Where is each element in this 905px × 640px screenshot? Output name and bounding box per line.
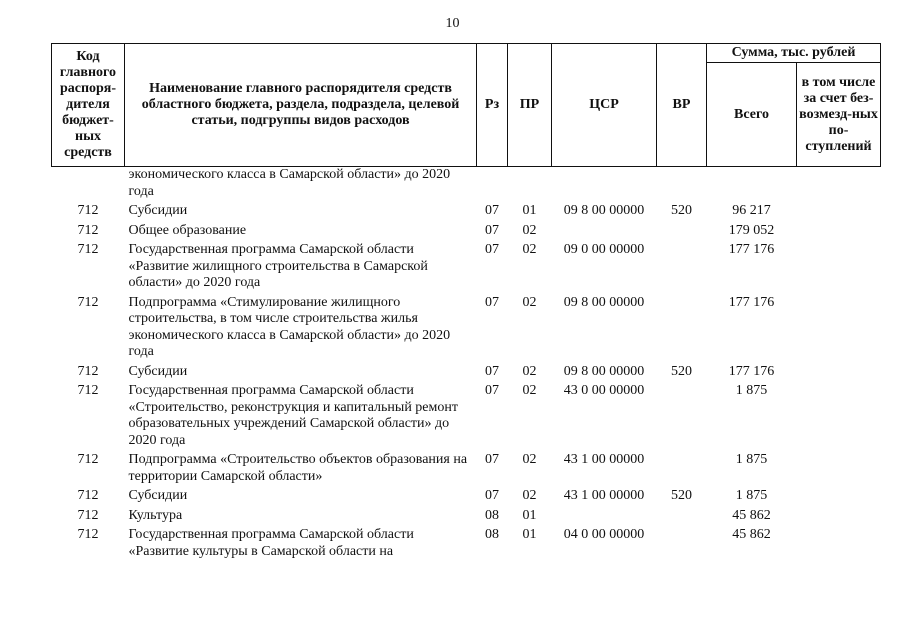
row-csr: 09 0 00 00000 <box>563 242 645 257</box>
row-rz: 07 <box>485 294 499 310</box>
row-pr <box>508 167 552 202</box>
row-total: 1 875 <box>735 488 768 503</box>
row-rz <box>477 167 508 202</box>
row-total: 177 176 <box>728 242 775 257</box>
row-rz: 07 <box>485 222 499 238</box>
row-name: Культура <box>128 507 183 523</box>
table-header <box>52 44 881 167</box>
row-name: Государственная программа Самарской области «Развитие жилищного строительства в Самарской области» до 2020 года <box>128 242 428 290</box>
row-rz: 07 <box>485 203 499 218</box>
row-rz: 07 <box>485 488 499 503</box>
row-vr: 520 <box>671 203 692 218</box>
header-gratuitous: в том числе за счет без-возмезд-ных по-ступлений <box>797 63 881 167</box>
row-name: Подпрограмма «Строительство объектов образования на территории Самарской области» <box>128 452 468 484</box>
table-row <box>52 167 881 202</box>
row-code: 712 <box>77 363 99 379</box>
row-name: Субсидии <box>128 488 188 503</box>
row-code: 712 <box>77 507 99 523</box>
table-row <box>52 506 881 526</box>
row-rz: 07 <box>485 383 499 398</box>
row-vr <box>657 221 707 241</box>
table-row <box>52 450 881 486</box>
table-row <box>52 362 881 382</box>
table-row <box>52 525 881 561</box>
row-vr: 520 <box>671 488 692 503</box>
row-gratuitous <box>797 221 881 241</box>
table-row <box>52 293 881 362</box>
header-name: Наименование главного распорядителя средств областного бюджета, раздела, подраздела, целевой статьи, подгруппы видов расходов <box>125 44 477 167</box>
header-rz: Рз <box>477 44 508 167</box>
row-name: Государственная программа Самарской области «Развитие культуры в Самарской области на <box>128 527 414 559</box>
row-code: 712 <box>77 452 99 467</box>
row-total: 96 217 <box>732 203 771 218</box>
table-row <box>52 486 881 506</box>
row-pr: 02 <box>522 383 537 398</box>
row-vr <box>657 450 707 486</box>
row-gratuitous <box>797 167 881 202</box>
table-body <box>52 167 881 562</box>
row-csr: 04 0 00 00000 <box>563 527 645 542</box>
row-total: 179 052 <box>728 222 775 238</box>
row-code: 712 <box>77 527 99 542</box>
row-pr: 02 <box>522 452 537 467</box>
row-pr: 01 <box>522 527 537 542</box>
row-total: 177 176 <box>728 363 775 379</box>
row-csr <box>552 506 657 526</box>
row-csr: 09 8 00 00000 <box>563 294 645 310</box>
row-gratuitous <box>797 525 881 561</box>
row-gratuitous <box>797 381 881 450</box>
row-pr: 02 <box>522 363 537 379</box>
row-gratuitous <box>797 506 881 526</box>
row-name: экономического класса в Самарской области» до 2020 года <box>128 167 451 199</box>
row-csr: 43 1 00 00000 <box>563 488 645 503</box>
row-vr <box>657 240 707 293</box>
row-pr: 02 <box>522 222 537 238</box>
row-csr: 09 8 00 00000 <box>563 203 645 218</box>
row-csr <box>552 167 657 202</box>
row-csr: 09 8 00 00000 <box>563 363 645 379</box>
table-row <box>52 221 881 241</box>
row-total: 177 176 <box>728 294 775 310</box>
row-vr <box>657 167 707 202</box>
header-csr: ЦСР <box>552 44 657 167</box>
row-pr: 01 <box>522 507 537 523</box>
row-gratuitous <box>797 362 881 382</box>
row-name: Государственная программа Самарской области «Строительство, реконструкция и капитальный ремонт образовательных учреждений Самарской области» до 2020 года <box>128 383 458 448</box>
row-csr: 43 0 00 00000 <box>563 383 645 398</box>
row-pr: 01 <box>522 203 537 218</box>
header-code: Код главного распоря-дителя бюджет-ных средств <box>52 44 125 167</box>
row-vr <box>657 525 707 561</box>
row-name: Субсидии <box>128 363 188 379</box>
row-pr: 02 <box>522 488 537 503</box>
budget-table <box>51 43 881 561</box>
row-vr <box>657 506 707 526</box>
row-code: 712 <box>77 242 99 257</box>
row-code: 712 <box>77 222 99 238</box>
header-total: Всего <box>707 63 797 167</box>
row-rz: 07 <box>485 242 499 257</box>
row-name: Общее образование <box>128 222 247 238</box>
row-total: 1 875 <box>735 383 768 398</box>
row-vr <box>657 381 707 450</box>
row-rz: 08 <box>485 507 499 523</box>
row-gratuitous <box>797 450 881 486</box>
header-pr: ПР <box>508 44 552 167</box>
row-total: 45 862 <box>732 507 771 523</box>
table-row <box>52 381 881 450</box>
row-csr: 43 1 00 00000 <box>563 452 645 467</box>
row-name: Подпрограмма «Стимулирование жилищного строительства, в том числе строительства жилья экономического класса в Самарской области» до 2020 года <box>128 294 451 359</box>
table-row <box>52 240 881 293</box>
row-code: 712 <box>77 383 99 398</box>
row-code: 712 <box>77 294 99 310</box>
row-code: 712 <box>77 488 99 503</box>
row-gratuitous <box>797 486 881 506</box>
row-total: 45 862 <box>732 527 771 542</box>
row-rz: 08 <box>485 527 499 542</box>
row-pr: 02 <box>522 294 537 310</box>
page-number: 10 <box>445 16 460 31</box>
row-vr: 520 <box>671 363 692 379</box>
row-name: Субсидии <box>128 203 188 218</box>
row-csr <box>552 221 657 241</box>
row-total <box>707 167 797 202</box>
row-pr: 02 <box>522 242 537 257</box>
row-code: 712 <box>77 203 99 218</box>
header-vr: ВР <box>657 44 707 167</box>
row-total: 1 875 <box>735 452 768 467</box>
header-sum: Сумма, тыс. рублей <box>707 44 881 63</box>
row-rz: 07 <box>485 363 499 379</box>
row-gratuitous <box>797 201 881 221</box>
table-row <box>52 201 881 221</box>
row-gratuitous <box>797 240 881 293</box>
row-code <box>52 167 125 202</box>
row-vr <box>657 293 707 362</box>
row-gratuitous <box>797 293 881 362</box>
row-rz: 07 <box>485 452 499 467</box>
